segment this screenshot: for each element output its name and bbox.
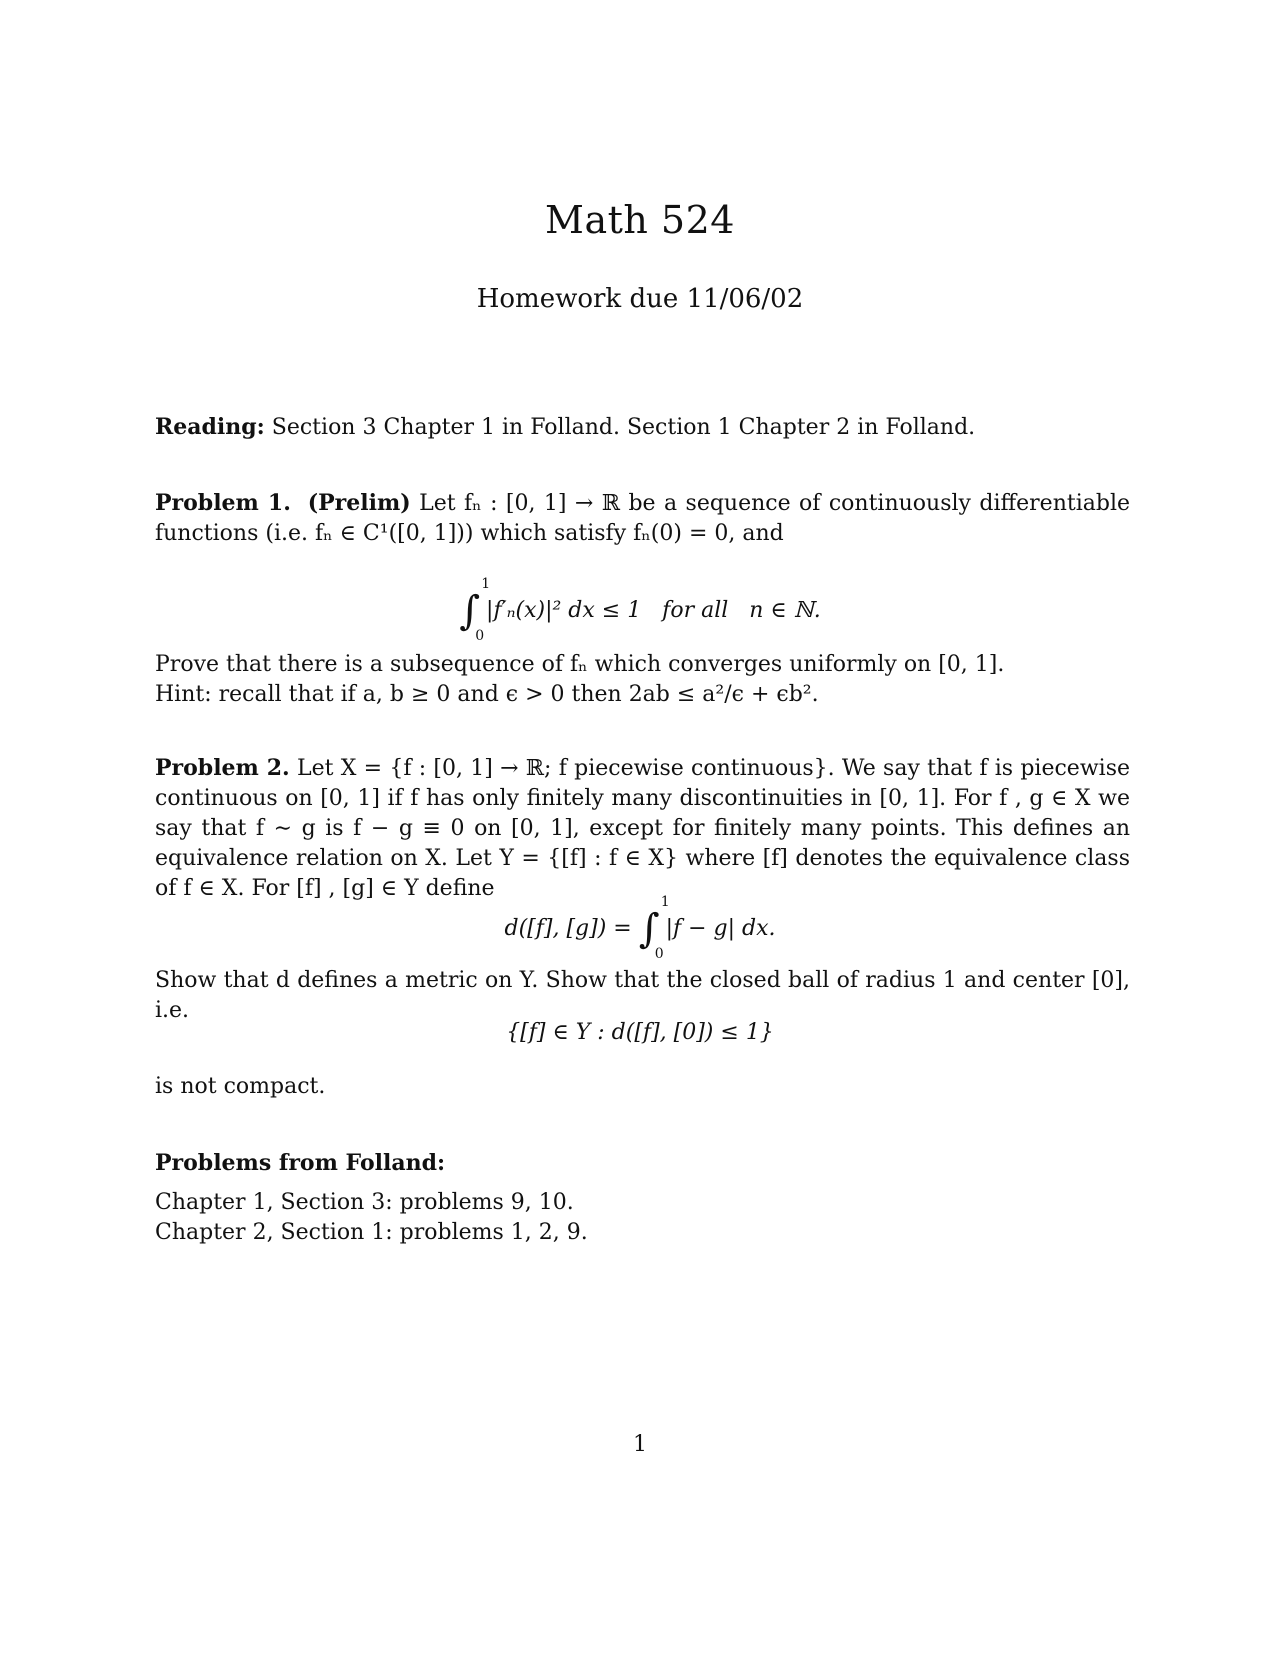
integral-upper-limit: 1 — [660, 894, 670, 910]
folland-heading: Problems from Folland: — [155, 1150, 446, 1176]
metric-definition-left: d([f], [g]) = — [504, 916, 632, 941]
problem-1-paragraph — [155, 488, 1130, 549]
problem-2-label: Problem 2. — [155, 755, 290, 781]
problem-2-display-equation — [0, 894, 1280, 962]
problem-1-display-equation — [0, 576, 1280, 644]
reading-paragraph — [155, 412, 1130, 443]
page-title: Math 524 — [545, 198, 735, 242]
problem-1-hint: Hint: recall that if a, b ≥ 0 and ϵ > 0 then 2ab ≤ a²/ϵ + ϵb². — [155, 682, 819, 707]
problem-2-closing: is not compact. — [155, 1074, 326, 1099]
integral-sign: ∫ 1 0 — [638, 894, 670, 962]
page-subtitle: Homework due 11/06/02 — [476, 284, 804, 314]
integral-upper-limit: 1 — [481, 576, 491, 592]
closed-ball-expression: {[f] ∈ Y : d([f], [0]) ≤ 1} — [506, 1020, 774, 1045]
problem-1-label: Problem 1. — [155, 490, 291, 516]
integral-lower-limit: 0 — [475, 628, 485, 644]
integral-lower-limit: 0 — [654, 946, 664, 962]
reading-text: Section 3 Chapter 1 in Folland. Section 1 Chapter 2 in Folland. — [264, 415, 976, 440]
folland-section — [155, 1148, 1130, 1248]
folland-line-1: Chapter 1, Section 3: problems 9, 10. — [155, 1190, 574, 1215]
problem-1-prove-text: Prove that there is a subsequence of fₙ which converges uniformly on [0, 1]. — [155, 652, 1005, 677]
problem-1-conclusion — [155, 650, 1130, 710]
problem-1-tag: (Prelim) — [307, 490, 411, 516]
closed-ball-set — [0, 1020, 1280, 1045]
problem-1-statement: Let fₙ : [0, 1] → ℝ be a sequence of continuously differentiable functions (i.e. fₙ ∈ C¹([0, 1])) which satisfy fₙ(0) = 0, and — [155, 491, 1130, 546]
problem-2-question: Show that d defines a metric on Y. Show that the closed ball of radius 1 and center [0], i.e. — [155, 968, 1130, 1023]
reading-label: Reading: — [155, 414, 265, 440]
metric-integrand: |f − g| dx. — [665, 916, 776, 941]
problem-1-integrand: |f′ₙ(x)|² dx ≤ 1 for all n ∈ ℕ. — [486, 598, 821, 623]
page-number: 1 — [633, 1432, 647, 1457]
problem-2-statement: Let X = {f : [0, 1] → ℝ; f piecewise continuous}. We say that f is piecewise continuous on [0, 1] if f has only finitely many discontinuities in [0, 1]. For f , g ∈ X we say that f ∼ g is f − g ≡ 0 on [0, 1], except for finitely many points. This defines an equivalence relation on X. Let Y = {[f] : f ∈ X} where [f] denotes the equivalence class of f ∈ X. For [f] , [g] ∈ Y define — [155, 756, 1130, 901]
integral-sign: ∫ 1 0 — [459, 576, 491, 644]
problem-2-paragraph — [155, 753, 1130, 904]
folland-line-2: Chapter 2, Section 1: problems 1, 2, 9. — [155, 1220, 588, 1245]
